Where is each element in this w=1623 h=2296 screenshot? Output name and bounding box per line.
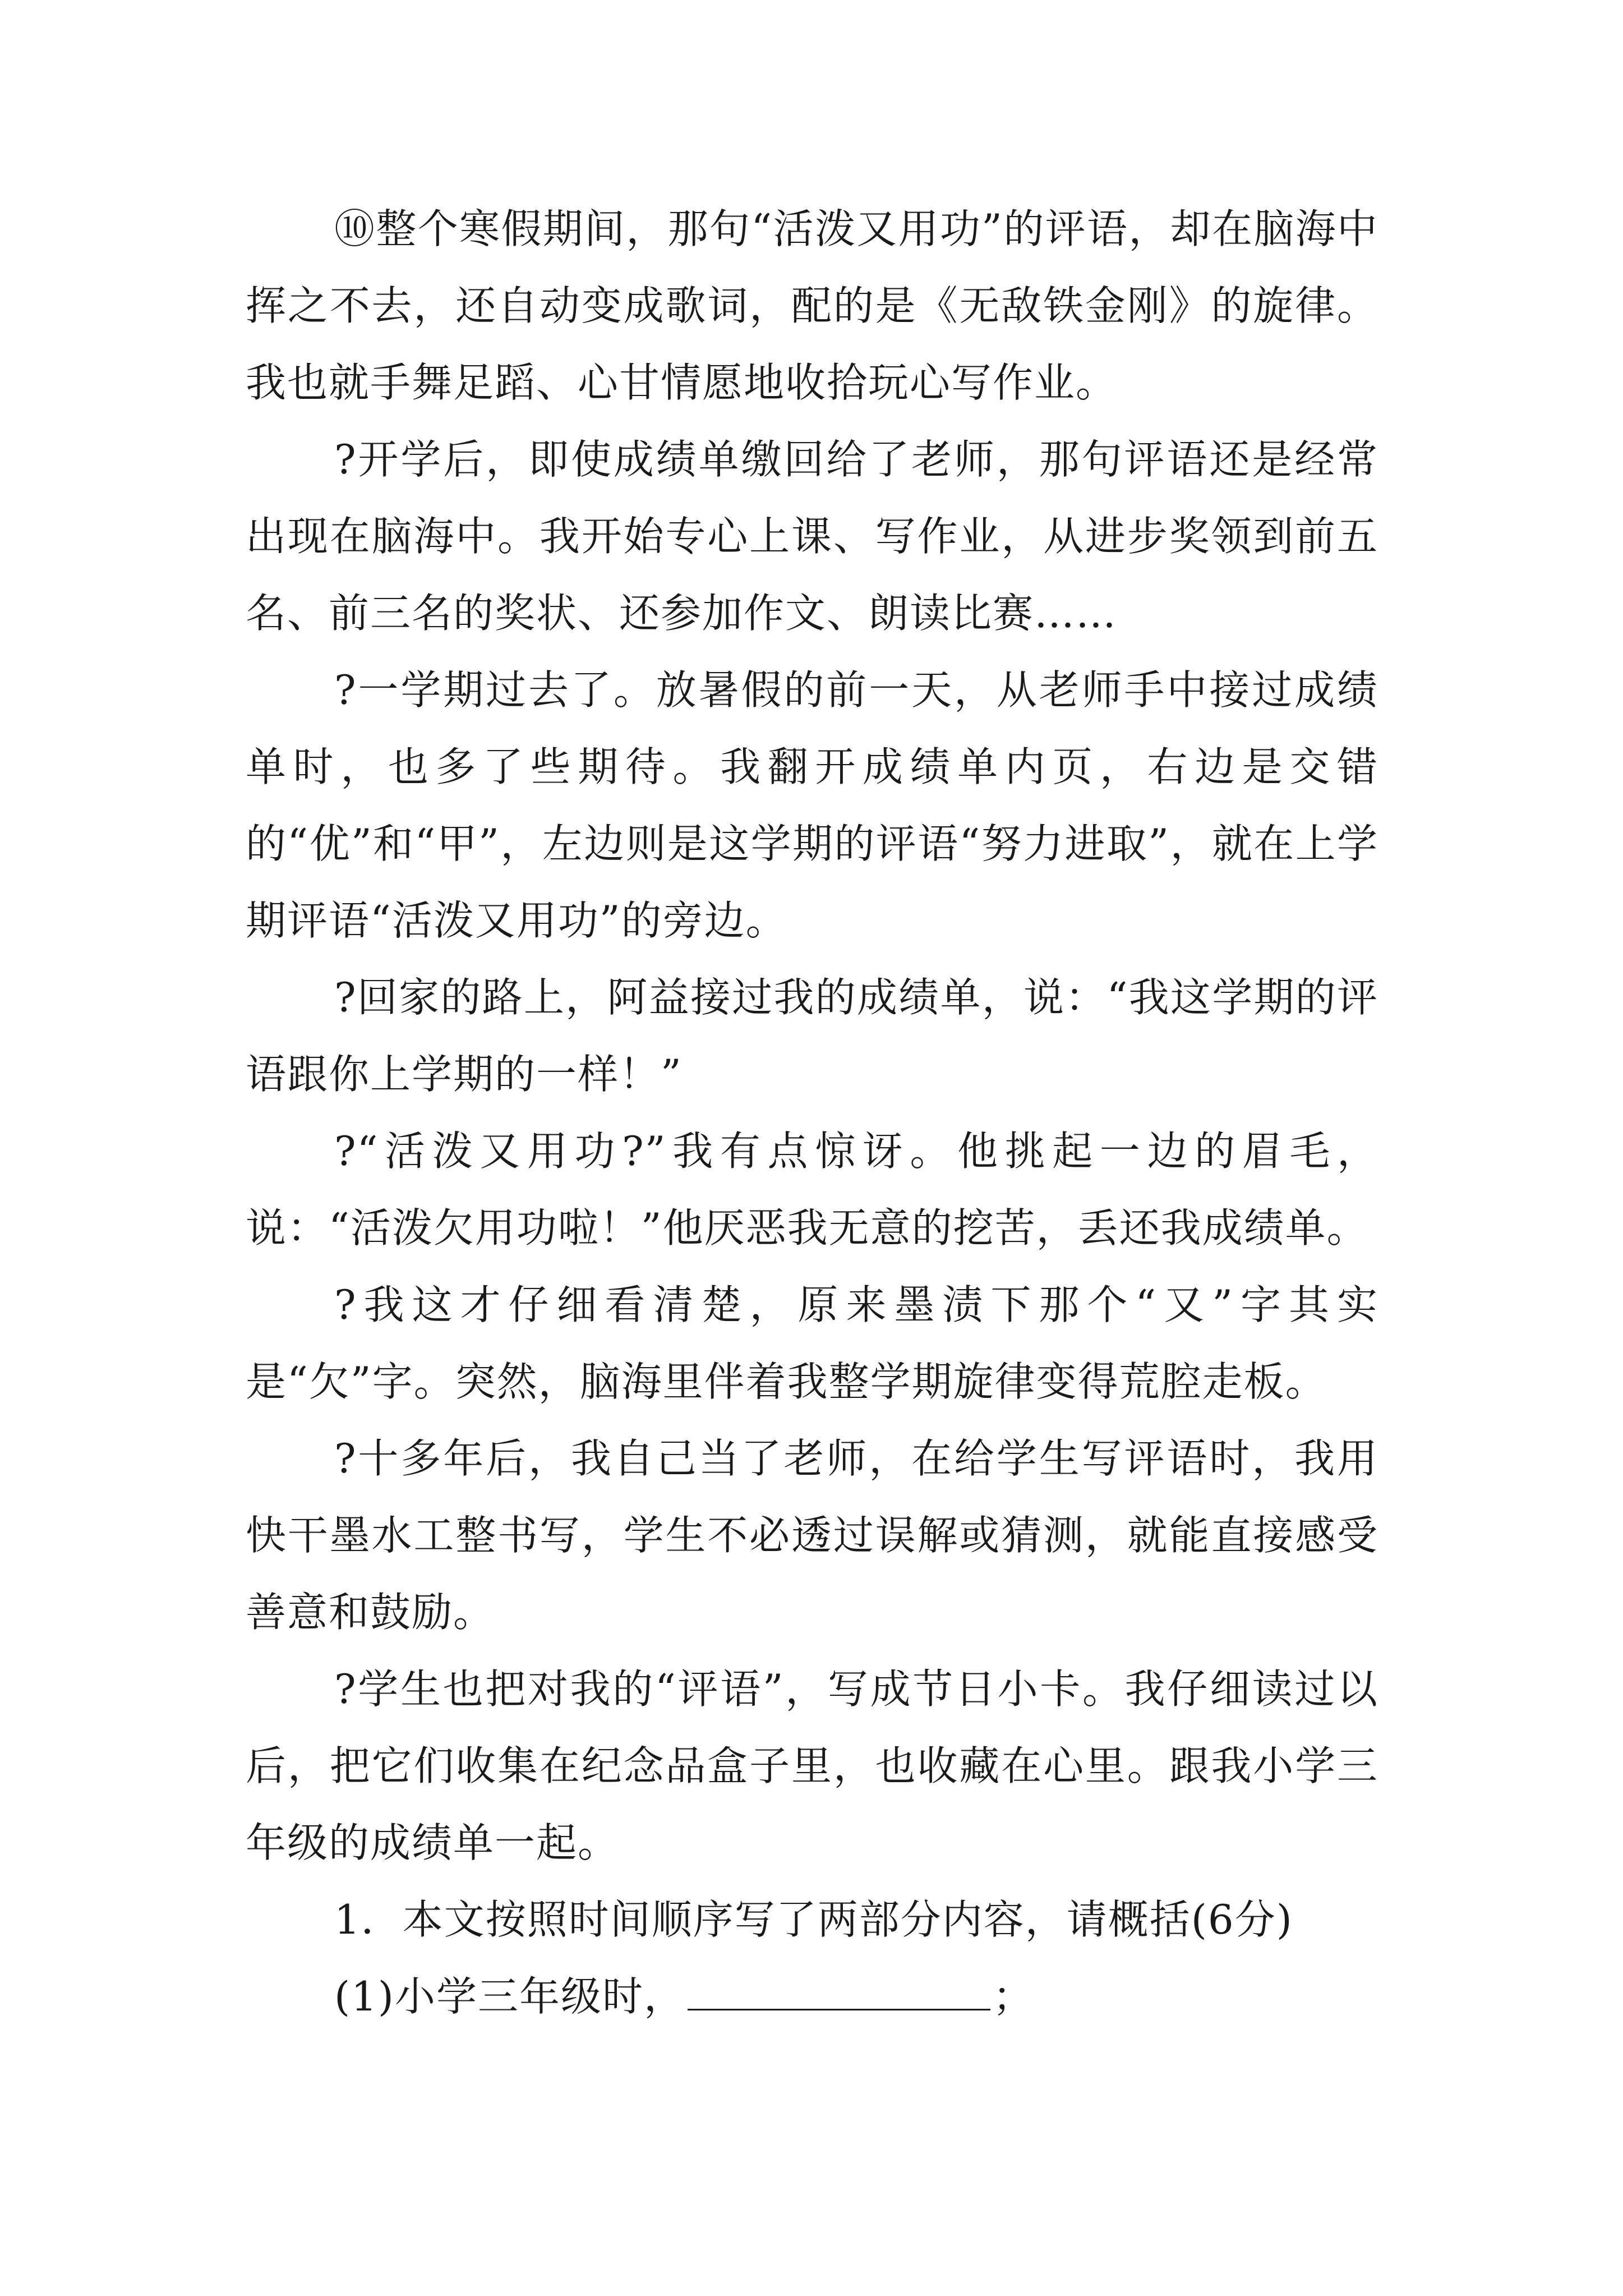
paragraph-17: ?学生也把对我的“评语”，写成节日小卡。我仔细读过以后，把它们收集在纪念品盒子里，也收藏在心里。跟我小学三年级的成绩单一起。 <box>246 1665 1378 1866</box>
paragraph-15: ?我这才仔细看清楚，原来墨渍下那个“又”字其实是“欠”字。突然，脑海里伴着我整学期旋律变得荒腔走板。 <box>246 1281 1378 1405</box>
paragraph-12: ?一学期过去了。放暑假的前一天，从老师手中接过成绩单时，也多了些期待。我翻开成绩单内页，右边是交错的“优”和“甲”，左边则是这学期的评语“努力进取”，就在上学期评语“活泼又用功”的旁边。 <box>246 666 1378 944</box>
question-1: 1．本文按照时间顺序写了两部分内容，请概括(6分) <box>334 1896 1293 1943</box>
document-body <box>246 191 1378 2035</box>
answer-blank[interactable] <box>688 1974 990 2010</box>
paragraph-13: ?回家的路上，阿益接过我的成绩单，说：“我这学期的评语跟你上学期的一样！” <box>246 974 1378 1098</box>
paragraph-11: ?开学后，即使成绩单缴回给了老师，那句评语还是经常出现在脑海中。我开始专心上课、写作业，从进步奖领到前五名、前三名的奖状、还参加作文、朗读比赛…… <box>246 436 1378 637</box>
paragraph-16: ?十多年后，我自己当了老师，在给学生写评语时，我用快干墨水工整书写，学生不必透过误解或猜测，就能直接感受善意和鼓励。 <box>246 1435 1378 1636</box>
paragraph-14: ?“活泼又用功?”我有点惊讶。他挑起一边的眉毛，说：“活泼欠用功啦！”他厌恶我无意的挖苦，丢还我成绩单。 <box>246 1128 1378 1251</box>
question-1-sub-1-suffix: ； <box>993 1973 1035 2020</box>
paragraph-10: ⑩整个寒假期间，那句“活泼又用功”的评语，却在脑海中挥之不去，还自动变成歌词，配的是《无敌铁金刚》的旋律。我也就手舞足蹈、心甘情愿地收拾玩心写作业。 <box>246 205 1378 406</box>
question-1-sub-1 <box>246 1958 1378 2035</box>
question-1-sub-1-prefix: (1)小学三年级时， <box>334 1973 685 2020</box>
